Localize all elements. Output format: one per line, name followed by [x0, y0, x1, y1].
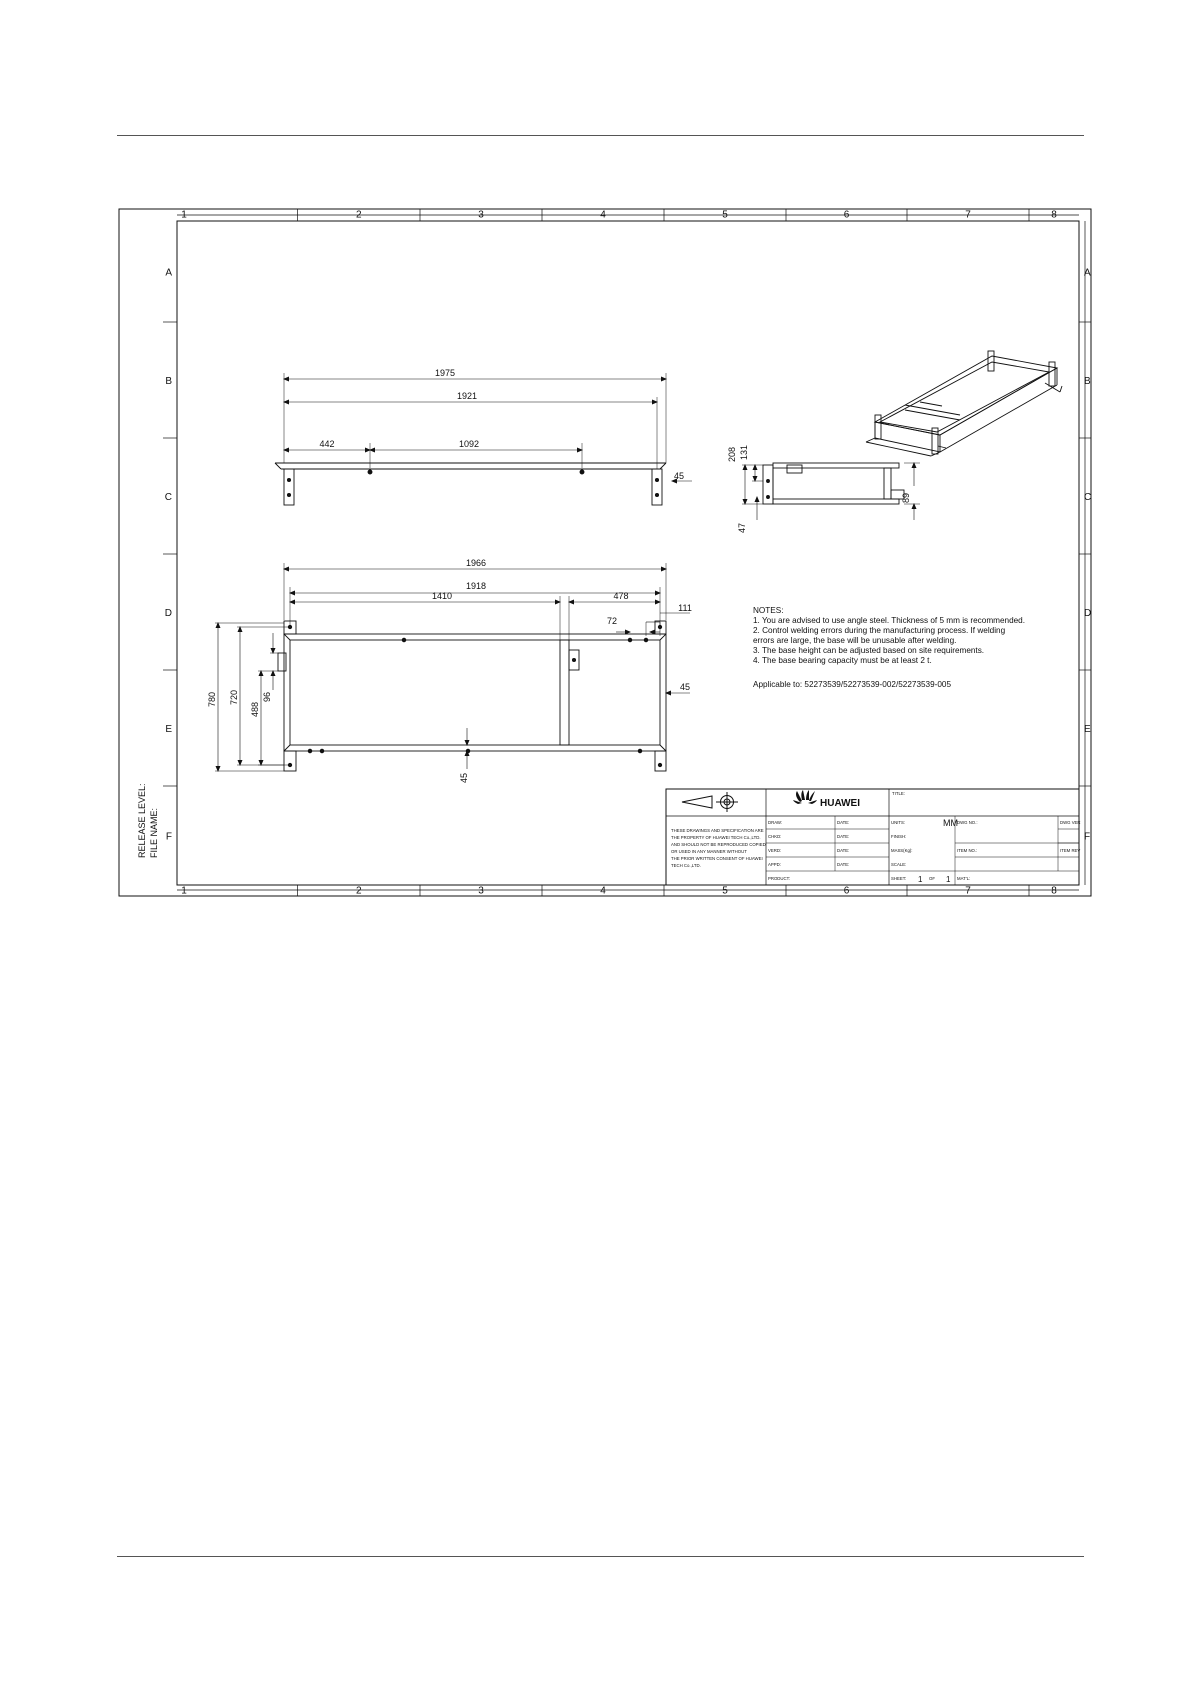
dim-131: 131 [739, 444, 749, 460]
dim-96: 96 [262, 691, 272, 702]
svg-text:TECH Co.,LTD.: TECH Co.,LTD. [671, 863, 701, 868]
note-line: 2. Control welding errors during the manufacturing process. If welding [753, 626, 1006, 635]
applicable-to: Applicable to: 52273539/52273539-002/52273539-005 [753, 680, 952, 689]
note-line: errors are large, the base will be unusable after welding. [753, 636, 957, 645]
dim-1921: 1921 [456, 391, 478, 401]
units-label: UNITS: [891, 820, 906, 825]
zone-row-label: C [164, 492, 172, 503]
dwg-ver-label: DWG VER [1060, 820, 1081, 825]
zone-row-label: D [164, 608, 172, 619]
date-label: DATE: [837, 848, 850, 853]
item-rev-label: ITEM REV [1060, 848, 1081, 853]
zone-column-label: 5 [722, 209, 728, 221]
zone-column-label: 4 [600, 209, 606, 221]
note-line: 3. The base height can be adjusted based on site requirements. [753, 646, 985, 655]
svg-text:OR USED IN ANY MANNER WITHOUT: OR USED IN ANY MANNER WITHOUT [671, 849, 747, 854]
projection-symbol [682, 792, 738, 812]
zone-column-label: 4 [600, 885, 606, 897]
sheet-total: 1 [946, 875, 951, 884]
side-view [275, 373, 692, 505]
sheet-label: SHEET: [891, 876, 907, 881]
zone-row-label: D [1084, 608, 1092, 619]
zone-column-label: 2 [355, 885, 362, 897]
zone-column-label: 6 [843, 209, 850, 221]
dim-1410: 1410 [431, 591, 453, 601]
zone-row-label: B [1084, 376, 1091, 387]
dim-780: 780 [207, 691, 217, 707]
date-label: DATE: [837, 862, 850, 867]
zone-column-label: 2 [355, 209, 362, 221]
note-line: 1. You are advised to use angle steel. Thickness of 5 mm is recommended. [753, 616, 1026, 625]
inner-frame [177, 221, 1079, 885]
zone-ticks [163, 209, 1091, 896]
notes [753, 606, 1025, 689]
huawei-wordmark: HUAWEI [820, 798, 860, 809]
dim-720: 720 [229, 689, 239, 705]
zone-column-label: 8 [1051, 885, 1057, 897]
dim-478: 478 [613, 591, 629, 601]
zone-row-label: B [165, 376, 172, 387]
zone-row-label: C [1084, 492, 1092, 503]
sheet-number: 1 [918, 875, 923, 884]
appd-label: APPD: [768, 862, 781, 867]
svg-text:THE PROPERTY OF HUAWEI TECH Co: THE PROPERTY OF HUAWEI TECH Co.,LTD. [671, 835, 761, 840]
of-label: OF [929, 876, 935, 881]
zone-column-label: 7 [965, 885, 971, 897]
zone-row-label: F [165, 831, 172, 843]
dim-1975: 1975 [434, 368, 456, 378]
release-level-label: RELEASE LEVEL: [137, 783, 147, 858]
zone-row-label: E [165, 724, 172, 735]
mass-label: MASS(Kg): [891, 848, 913, 853]
dim-208: 208 [727, 446, 737, 462]
dim-89: 89 [901, 492, 911, 503]
zone-column-label: 3 [478, 885, 484, 897]
dim-45-right: 45 [679, 682, 691, 692]
outer-frame [119, 209, 1091, 896]
title-label: TITLE: [892, 791, 905, 796]
zone-labels [165, 210, 1091, 897]
zone-row-label: A [1084, 267, 1091, 279]
notes-heading: NOTES: [753, 606, 784, 615]
end-view [742, 463, 920, 520]
units-value: MM [943, 818, 958, 828]
verd-label: VERD: [768, 848, 782, 853]
draw-label: DRAW: [768, 820, 783, 825]
property-notice [671, 828, 766, 868]
date-label: DATE: [837, 834, 850, 839]
title-block [666, 789, 1081, 885]
file-name-label: FILE NAME: [149, 807, 159, 858]
zone-column-label: 3 [478, 209, 484, 221]
zone-column-label: 6 [843, 885, 850, 897]
note-line: 4. The base bearing capacity must be at least 2 t. [753, 656, 932, 665]
zone-column-label: 7 [965, 209, 971, 221]
item-no-label: ITEM NO.: [957, 848, 978, 853]
zone-column-label: 1 [181, 885, 187, 897]
zone-column-label: 1 [181, 209, 187, 221]
huawei-logo-icon [793, 790, 817, 804]
scale-label: SCALE: [891, 862, 907, 867]
svg-text:AND SHOULD NOT BE REPRODUCED C: AND SHOULD NOT BE REPRODUCED COPIED [671, 842, 766, 847]
dim-47: 47 [737, 522, 747, 533]
svg-text:THESE DRAWINGS AND SPECIFICATI: THESE DRAWINGS AND SPECIFICATION ARE [671, 828, 764, 833]
finish-label: FINISH: [891, 834, 907, 839]
dim-442: 442 [319, 439, 335, 449]
dim-45-bottom: 45 [459, 772, 469, 783]
dim-1918: 1918 [465, 581, 487, 591]
dim-45-side: 45 [673, 471, 685, 481]
dim-111: 111 [678, 603, 692, 613]
zone-row-label: A [165, 267, 172, 279]
zone-row-label: F [1084, 831, 1091, 843]
dim-488: 488 [250, 701, 260, 717]
matl-label: MAT'L: [957, 876, 971, 881]
svg-text:THE PRIOR WRITTEN CONSENT OF H: THE PRIOR WRITTEN CONSENT OF HUAWEI [671, 856, 763, 861]
zone-column-label: 8 [1051, 209, 1057, 221]
zone-row-label: E [1084, 724, 1091, 735]
dim-1092: 1092 [458, 439, 480, 449]
product-label: PRODUCT: [768, 876, 790, 881]
dwg-no-label: DWG NO.: [957, 820, 978, 825]
dim-72: 72 [606, 616, 618, 626]
isometric-view [866, 351, 1062, 456]
dim-1966: 1966 [465, 558, 487, 568]
zone-column-label: 5 [722, 885, 728, 897]
date-label: DATE: [837, 820, 850, 825]
chkd-label: CHKD: [768, 834, 782, 839]
